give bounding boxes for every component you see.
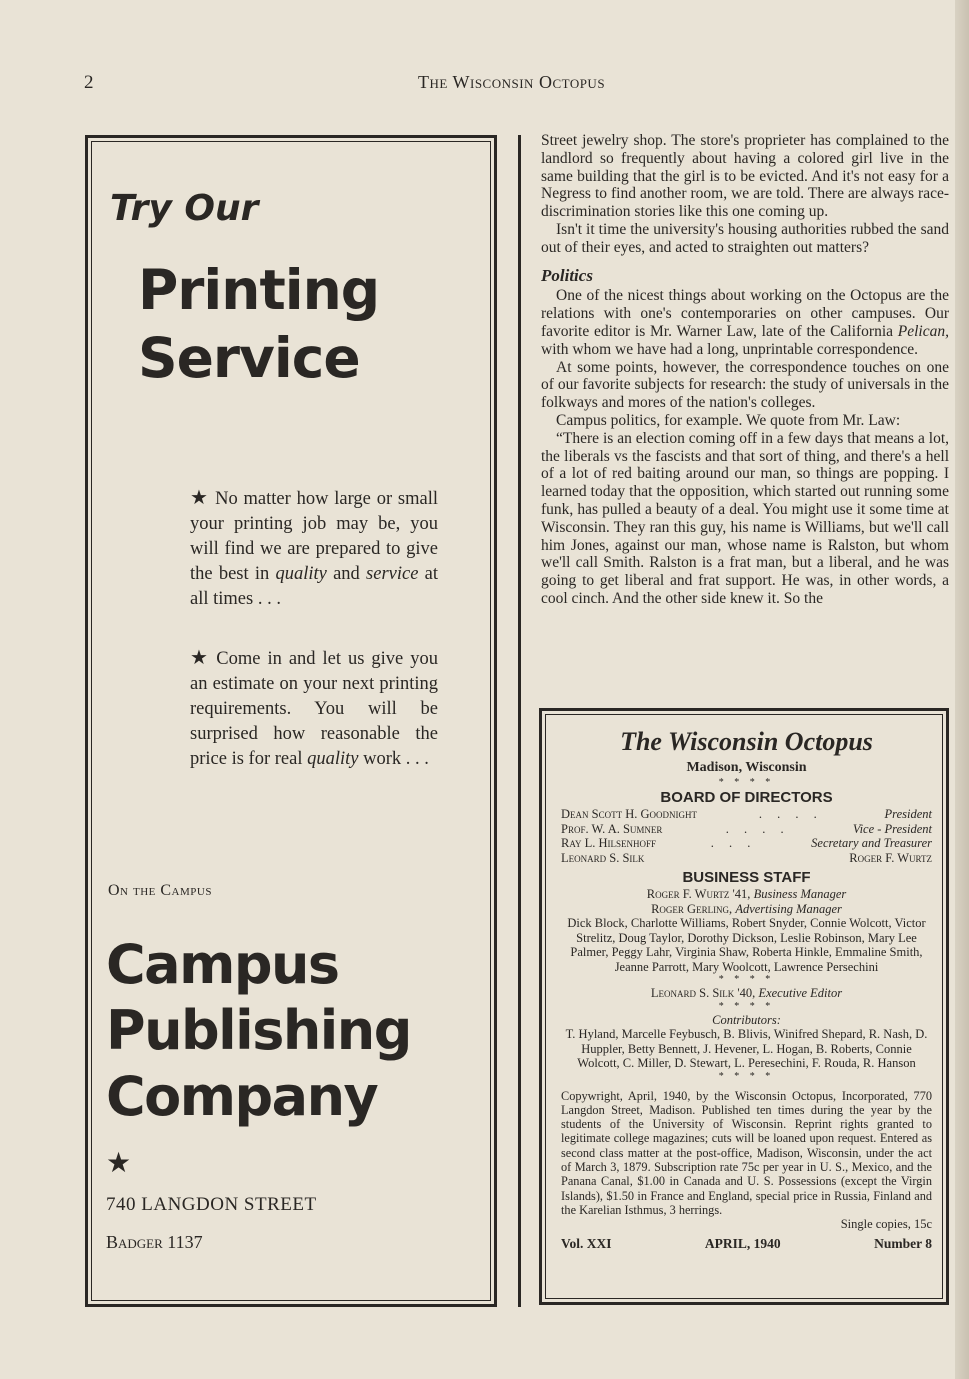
director-role: Secretary and Treasurer xyxy=(811,836,932,850)
director-name: Prof. W. A. Sumner xyxy=(561,821,663,836)
article-p3-pelican: Pelican, xyxy=(897,322,949,340)
ad-company-line-1: Campus xyxy=(106,933,339,996)
staff-list: Dick Block, Charlotte Williams, Robert Snyder, Connie Wolcott, Victor Strelitz, Doug Taylor, Dorothy Dickson, Leslie Robinson, Mary Lee Palmer, Peggy Lahr, Virginia Shaw, Roberta Hinkle, Emmaline Smith, Jeanne Parrott, Mary Woolcott, Lawrence Persechini xyxy=(567,916,926,974)
ad-try-our: Try Our xyxy=(110,188,259,229)
star-icon: ★ xyxy=(190,487,210,509)
ed-role: Executive Editor xyxy=(758,986,843,1000)
separator-stars: * * * * xyxy=(718,974,775,985)
director-role: Vice - President xyxy=(852,821,932,836)
director-row xyxy=(561,822,932,837)
director-row xyxy=(561,836,932,851)
section-heading: Politics xyxy=(541,265,593,285)
article-paragraph: Campus politics, for example. We quote from Mr. Law: xyxy=(556,411,901,429)
article-paragraph: Street jewelry shop. The store's proprieter has complained to the landlord so frequently about having a colored girl live in the same building that the girl is to be evicted. And it's not easy for a Negress to find another room, we are told. There are always race-discrimination stories like this one coming up. xyxy=(541,132,949,221)
article-p3-b: with whom we have had a long, unprintable correspondence. xyxy=(541,340,919,358)
leader-dots: . . . xyxy=(710,836,757,850)
leader-dots: . . . . xyxy=(758,807,823,821)
star-icon: ★ xyxy=(190,647,211,669)
ad-headline xyxy=(138,256,379,392)
masthead-box xyxy=(539,708,949,1305)
director-name: Roger F. Wurtz xyxy=(849,850,932,865)
director-name: Ray L. Hilsenhoff xyxy=(561,836,657,850)
article-paragraph xyxy=(541,287,949,358)
article-p3-a: One of the nicest things about working on the Octopus are the relations with one's contemporaries on other campuses. Our favorite editor is Mr. Warner Law, late of the California xyxy=(541,287,949,340)
ad-p2-text-a: Come in and let us give you an estimate on your next printing requirements. You will be surprised how reasonable the price is for real xyxy=(190,649,438,769)
ad-paragraph-2 xyxy=(190,646,438,772)
page-number: 2 xyxy=(84,72,94,93)
leader-dots: . . . . xyxy=(725,821,790,836)
article-paragraph: At some points, however, the correspondence touches on one of our favorite subjects for research: the study of universals in the folkways and mores of the nation's colleges. xyxy=(541,358,949,412)
ad-paragraph-1 xyxy=(190,486,438,612)
issue-date: APRIL, 1940 xyxy=(704,1235,781,1251)
ad-company-line-3: Company xyxy=(106,1065,378,1128)
director-row xyxy=(561,851,932,866)
ad-p1-quality: quality xyxy=(275,564,327,584)
copyright-notice: Copywright, April, 1940, by the Wisconsin Octopus, Incorporated, 770 Langdon Street, Madison. Published ten times during the year by the students of the University of Wisconsin. Reprint rights granted to legitimate college magazines; cuts will be loaned upon request. Entered as second class matter at the post-office, Madison, Wisconsin, under the act of March 3, 1879. Subscription rate 75c per year in U. S., Mexico, and the Panana Canal, $1.00 in Canada and U. S. Possessions (except the Virgin Islands), $1.50 in France and England, special price in Russia, Finland and the Karelian Isthmus, 3 herrings. xyxy=(561,1088,932,1217)
executive-editor xyxy=(561,986,932,1001)
article-column xyxy=(541,132,949,608)
printing-service-ad xyxy=(85,135,497,1307)
ad-on-campus: On the Campus xyxy=(108,882,212,899)
page-edge-shadow xyxy=(955,0,969,1379)
running-title: The Wisconsin Octopus xyxy=(418,72,606,92)
ad-company-name xyxy=(106,932,411,1130)
ad-p1-service: service xyxy=(366,564,419,584)
single-copy-price: Single copies, 15c xyxy=(840,1217,932,1232)
article-paragraph: “There is an election coming off in a few days that means a lot, the liberals vs the fascists and that sort of thing, and there's a hell of a lot of red baiting around our man, so things are popping. I learned today that the opposition, which started out running some funk, has pulled a beauty of a deal. You might use it some time at Wisconsin. They ran this guy, his name is Williams, but we'll call him Jones, against our man, whose name is Ralston, but whom we'll call Smith. Ralston is a frat man, but a liberal, and he was going to get liberal and frat support. He was, in other words, a cool cinch. And the other side knew it. So the xyxy=(541,429,949,607)
am-role: Advertising Manager xyxy=(735,901,842,916)
masthead-title: The Wisconsin Octopus xyxy=(620,727,873,756)
separator-stars: * * * * xyxy=(718,1000,775,1012)
ad-headline-printing: Printing xyxy=(138,258,380,322)
masthead-content xyxy=(561,725,932,1252)
ad-address: 740 LANGDON STREET xyxy=(106,1194,317,1215)
director-name: Dean Scott H. Goodnight xyxy=(561,807,698,821)
issue-number: Number 8 xyxy=(874,1235,932,1251)
ad-p2-text-b: work . . . xyxy=(358,749,429,769)
contributors-list: T. Hyland, Marcelle Feybusch, B. Blivis, Winifred Shepard, R. Nash, D. Huppler, Betty Bennett, J. Hevener, L. Hogan, B. Roberts, Connie Wolcott, C. Miller, D. Stewart, L. Peresechini, F. Rouda, R. Hanson xyxy=(565,1027,928,1070)
ad-company-line-2: Publishing xyxy=(106,999,411,1062)
article-paragraph: Isn't it time the university's housing authorities rubbed the sand out of their eyes, and acted to straighten out matters? xyxy=(541,220,949,256)
star-icon: ★ xyxy=(106,1148,132,1179)
ad-p2-quality: quality xyxy=(307,749,359,769)
ad-headline-service: Service xyxy=(138,326,360,390)
ad-p1-text-b: and xyxy=(326,564,367,584)
advertising-manager xyxy=(561,902,932,917)
masthead-city: Madison, Wisconsin xyxy=(686,760,807,775)
director-role: President xyxy=(884,807,932,821)
director-name: Leonard S. Silk xyxy=(561,850,645,865)
staff-heading: BUSINESS STAFF xyxy=(682,869,811,886)
bm-role: Business Manager xyxy=(753,887,847,901)
issue-info xyxy=(561,1236,932,1252)
volume: Vol. XXI xyxy=(561,1235,612,1251)
director-row xyxy=(561,807,932,822)
ad-phone: Badger 1137 xyxy=(106,1232,203,1252)
ad-p1-text-c: at all times . . . xyxy=(190,564,438,609)
ad-p1-text-a: No matter how large or small your printing job may be, you will find we are prepared to give the best in xyxy=(190,489,438,584)
board-heading: BOARD OF DIRECTORS xyxy=(660,789,833,806)
bm-name: Roger F. Wurtz '41, xyxy=(646,887,751,901)
business-manager xyxy=(561,887,932,902)
contributors-heading: Contributors: xyxy=(712,1012,781,1027)
ed-name: Leonard S. Silk '40, xyxy=(650,986,756,1000)
am-name: Roger Gerling, xyxy=(651,901,733,916)
separator-stars: * * * * xyxy=(718,1070,775,1082)
separator-stars: * * * * xyxy=(718,777,775,788)
column-divider xyxy=(518,135,521,1307)
